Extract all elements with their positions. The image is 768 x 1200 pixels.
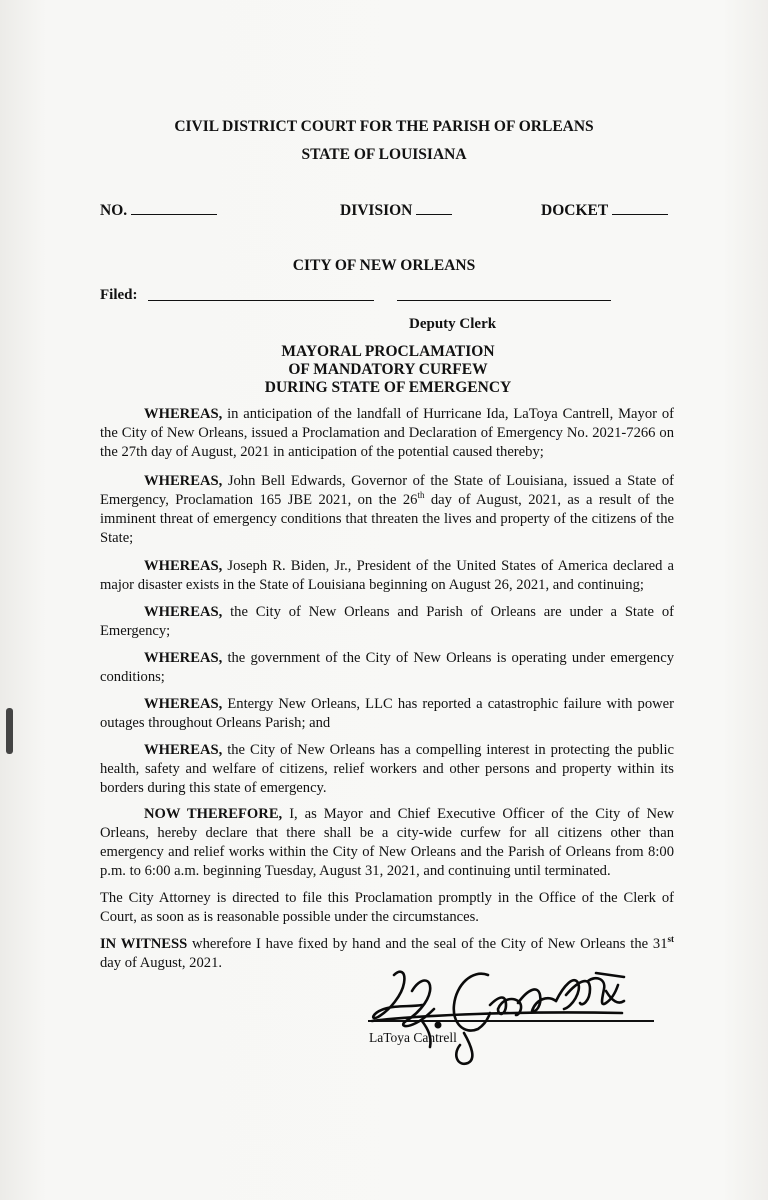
court-state: STATE OF LOUISIANA [301, 146, 467, 163]
paragraph-text: day of August, 2021. [100, 955, 223, 971]
docket-blank [612, 200, 668, 215]
proclamation-title-1: MAYORAL PROCLAMATION [281, 343, 495, 360]
docket-field [541, 200, 668, 220]
whereas-paragraph-4 [100, 603, 674, 641]
case-number-label: NO. [100, 202, 128, 219]
division-blank [416, 200, 452, 215]
ordinal-suffix: st [667, 934, 674, 945]
whereas-paragraph-3 [100, 557, 674, 595]
whereas-lead: WHEREAS, [144, 604, 223, 620]
paragraph-text: The City Attorney is directed to file this Proclamation promptly in the Office of the Clerk of Court, as soon as is reasonable possible under the circumstances. [100, 890, 674, 925]
paragraph-text: Entergy New Orleans, LLC has reported a catastrophic failure with power outages throughout Orleans Parish; and [100, 696, 674, 731]
whereas-paragraph-7 [100, 741, 674, 798]
paragraph-text: the City of New Orleans and Parish of Orleans are under a State of Emergency; [100, 604, 674, 639]
whereas-lead: WHEREAS, [144, 473, 223, 489]
paragraph-text: John Bell Edwards, Governor of the State of Louisiana, issued a State of Emergency, Proclamation 165 JBE 2021, on the 26 [100, 473, 674, 508]
handwritten-signature [360, 955, 660, 1070]
whereas-lead: WHEREAS, [144, 650, 223, 666]
party-name: CITY OF NEW ORLEANS [292, 257, 476, 274]
proclamation-title-2: OF MANDATORY CURFEW [288, 361, 488, 378]
whereas-paragraph-1 [100, 405, 674, 462]
whereas-lead: WHEREAS, [144, 696, 223, 712]
division-field [340, 200, 452, 220]
paragraph-text: the City of New Orleans has a compelling interest in protecting the public health, safety and welfare of citizens, relief workers and other persons and property within its borders during this state of emergency. [100, 742, 674, 796]
now-therefore-paragraph [100, 805, 674, 881]
deputy-clerk-label: Deputy Clerk [409, 316, 497, 332]
paragraph-text: wherefore I have fixed by hand and the seal of the City of New Orleans the 31 [187, 936, 668, 952]
signatory-name: LaToya Cantrell [369, 1030, 457, 1045]
whereas-lead: WHEREAS, [144, 406, 223, 422]
paragraph-text: day of August, 2021, as a result of the imminent threat of emergency conditions that threaten the lives and property of the citizens of the State; [100, 492, 674, 546]
whereas-paragraph-5 [100, 649, 674, 687]
ordinal-suffix: th [417, 490, 425, 501]
in-witness-lead: IN WITNESS [100, 936, 188, 952]
division-label: DIVISION [340, 202, 413, 219]
case-number-blank [131, 200, 217, 215]
whereas-paragraph-6 [100, 695, 674, 733]
filed-date-line [148, 286, 374, 301]
proclamation-title-3: DURING STATE OF EMERGENCY [264, 379, 512, 396]
paragraph-text: Joseph R. Biden, Jr., President of the United States of America declared a major disaster exists in the State of Louisiana beginning on August 26, 2021, and continuing; [100, 558, 674, 593]
case-number-field [100, 200, 217, 220]
court-name: CIVIL DISTRICT COURT FOR THE PARISH OF ORLEANS [174, 118, 594, 135]
now-therefore-lead: NOW THEREFORE, [144, 806, 283, 822]
paragraph-text: the government of the City of New Orleans is operating under emergency conditions; [100, 650, 674, 685]
whereas-lead: WHEREAS, [144, 558, 223, 574]
whereas-lead: WHEREAS, [144, 742, 223, 758]
paragraph-text: in anticipation of the landfall of Hurricane Ida, LaToya Cantrell, Mayor of the City of New Orleans, issued a Proclamation and Declaration of Emergency No. 2021-7266 on the 27th day of August, 2021 in anticipation of the potential caused thereby; [100, 406, 674, 460]
filed-label: Filed: [100, 287, 138, 303]
clerk-signature-line [397, 286, 611, 301]
whereas-paragraph-2 [100, 472, 674, 548]
city-attorney-paragraph [100, 889, 674, 927]
paragraph-text: I, as Mayor and Chief Executive Officer of the City of New Orleans, hereby declare that there shall be a city-wide curfew for all citizens other than emergency and relief works within the City of New Orleans and the Parish of Orleans from 8:00 p.m. to 6:00 a.m. beginning Tuesday, August 31, 2021, and continuing until terminated. [100, 806, 674, 879]
docket-label: DOCKET [541, 202, 608, 219]
scan-edge-mark [6, 708, 13, 754]
